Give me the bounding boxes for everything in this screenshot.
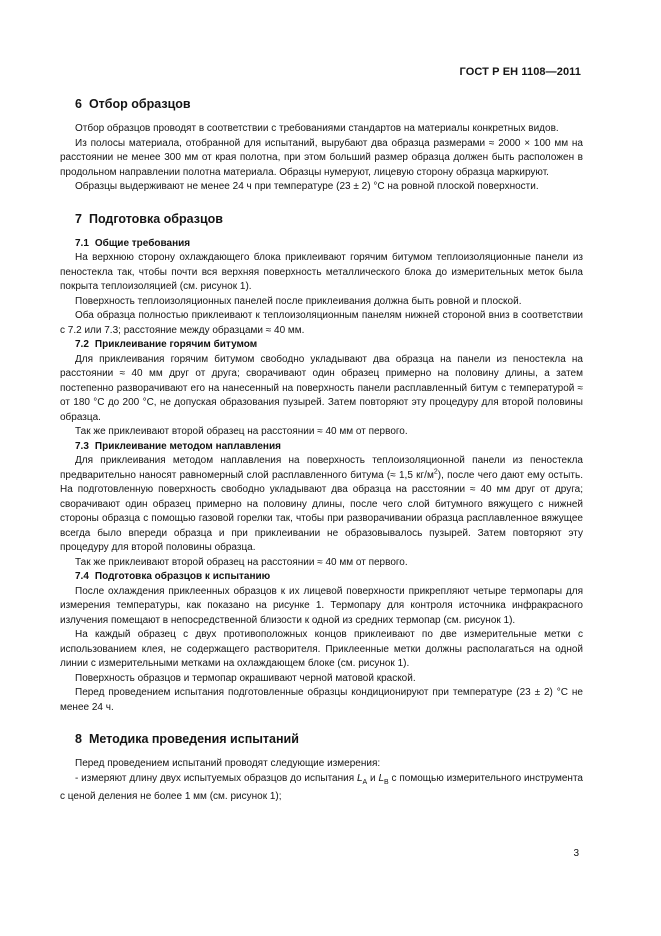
paragraph: На верхнюю сторону охлаждающего блока приклеивают горячим битумом теплоизоляционные панели из пеностекла так, чтобы почти вся верхняя поверхность металлического блока до измерительных меток была покрыта теплоизоляцией (см. рисунок 1). bbox=[60, 252, 583, 292]
subscript: B bbox=[384, 778, 389, 786]
paragraph: Так же приклеивают второй образец на расстоянии ≈ 40 мм от первого. bbox=[75, 556, 408, 568]
paragraph: Поверхность образцов и термопар окрашивают черной матовой краской. bbox=[75, 672, 416, 684]
paragraph: Перед проведением испытания подготовленные образцы кондиционируют при температуре (23 ± 2) °С не менее 24 ч. bbox=[60, 687, 583, 713]
subsection-7-1-heading bbox=[75, 237, 583, 252]
section-8-heading bbox=[75, 731, 583, 747]
section-6-heading bbox=[75, 96, 583, 112]
subsection-title: Приклеивание методом наплавления bbox=[94, 440, 281, 452]
subsection-number: 7.4 bbox=[75, 571, 89, 582]
section-number: 7 bbox=[75, 211, 82, 226]
section-title: Отбор образцов bbox=[88, 97, 191, 111]
section-7-heading bbox=[75, 211, 583, 227]
paragraph: Отбор образцов проводят в соответствии с требованиями стандартов на материалы конкретных видов. bbox=[75, 123, 559, 134]
paragraph: На каждый образец с двух противоположных концов приклеивают по две измерительные метки с использованием клея, не содержащего растворителя. Приклеенные метки должны располагаться на одной линии с измерительными метками на охлаждающем блоке (см. рисунок 1). bbox=[60, 629, 583, 669]
paragraph: Образцы выдерживают не менее 24 ч при температуре (23 ± 2) °С на ровной плоской поверхности. bbox=[75, 181, 539, 192]
paragraph: Поверхность теплоизоляционных панелей после приклеивания должна быть ровной и плоской. bbox=[75, 295, 522, 307]
text-run: - измеряют длину двух испытуемых образцов до испытания bbox=[75, 772, 357, 784]
paragraph: После охлаждения приклеенных образцов к их лицевой поверхности прикрепляют четыре термопары для измерения температуры, как показано на рисунке 1. Термопару для контроля источника инфракрасного излучения помещают в непосредственной близости к одной из средних термопар (см. рисунок 1). bbox=[60, 585, 583, 626]
section-title: Методика проведения испытаний bbox=[88, 732, 299, 746]
document-body bbox=[60, 96, 583, 805]
paragraph bbox=[60, 772, 583, 805]
text-run: ), после чего дают ему остыть. На подготовленную поверхность свободно укладывают два образца на расстоянии ≈ 40 мм друг от друга; сворачивают один образец примерно на половину длины, после чего слой битумного вяжущего с нижней стороны образца с помощью газовой горелки так, чтобы при разворачивании образца расплавленное вяжущее всегда было впереди образца и при приклеивании не образовывалось пузырей. Затем повторяют эту процедуру для второй половины образца. bbox=[60, 469, 584, 553]
subsection-7-4-heading bbox=[75, 570, 583, 585]
text-run: и bbox=[367, 772, 379, 784]
subsection-7-2-heading bbox=[75, 338, 583, 353]
section-title: Подготовка образцов bbox=[88, 211, 223, 226]
paragraph: Так же приклеивают второй образец на расстоянии ≈ 40 мм от первого. bbox=[75, 426, 408, 437]
subsection-title: Подготовка образцов к испытанию bbox=[94, 571, 271, 582]
subsection-7-3-heading bbox=[75, 440, 583, 455]
paragraph: Перед проведением испытаний проводят следующие измерения: bbox=[75, 758, 381, 769]
subsection-number: 7.3 bbox=[75, 440, 89, 452]
paragraph bbox=[60, 454, 583, 556]
section-number: 8 bbox=[75, 732, 82, 746]
paragraph: Для приклеивания горячим битумом свободно укладывают два образца на панели из пеностекла на расстоянии ≈ 40 мм друг от друга; сворачивают один образец примерно на половину длины, а затем постепенно разворачивают его на нанесенный на поверхность панели расплавленный битум с температурой ≈ от 180 °С до 200 °С, не допуская образования пузырей. Затем повторяют эту процедуру для второй половины образца. bbox=[60, 353, 583, 423]
paragraph: Из полосы материала, отобранной для испытаний, вырубают два образца размерами ≈ 2000 × 100 мм на расстоянии не менее 300 мм от края полотна, при этом больший размер образца должен быть расположен в продольном направлении полотна материала. Образцы нумеруют, лицевую сторону образца маркируют. bbox=[60, 137, 583, 178]
subscript: A bbox=[362, 778, 368, 786]
superscript: 2 bbox=[433, 468, 438, 476]
document-header: ГОСТ Р ЕН 1108—2011 bbox=[459, 66, 581, 78]
subsection-title: Общие требования bbox=[94, 237, 191, 249]
page-number: 3 bbox=[573, 848, 579, 859]
subsection-title: Приклеивание горячим битумом bbox=[94, 339, 258, 350]
paragraph: Оба образца полностью приклеивают к теплоизоляционным панелям нижней стороной вниз в соответствии с 7.2 или 7.3; расстояние между образцами ≈ 40 мм. bbox=[60, 310, 583, 336]
section-number: 6 bbox=[75, 97, 82, 111]
symbol-la: L bbox=[356, 772, 363, 784]
subsection-number: 7.2 bbox=[75, 339, 89, 350]
text-run: с помощью измерительного инструмента с ценой деления не более 1 мм (см. рисунок 1); bbox=[60, 772, 583, 802]
text-run: Для приклеивания методом наплавления на поверхность теплоизоляционной панели из пеностекла предварительно наносят равномерный слой расплавленного битума (≈ 1,5 кг/м bbox=[60, 455, 583, 481]
symbol-lb: L bbox=[378, 772, 385, 784]
subsection-number: 7.1 bbox=[75, 237, 89, 249]
